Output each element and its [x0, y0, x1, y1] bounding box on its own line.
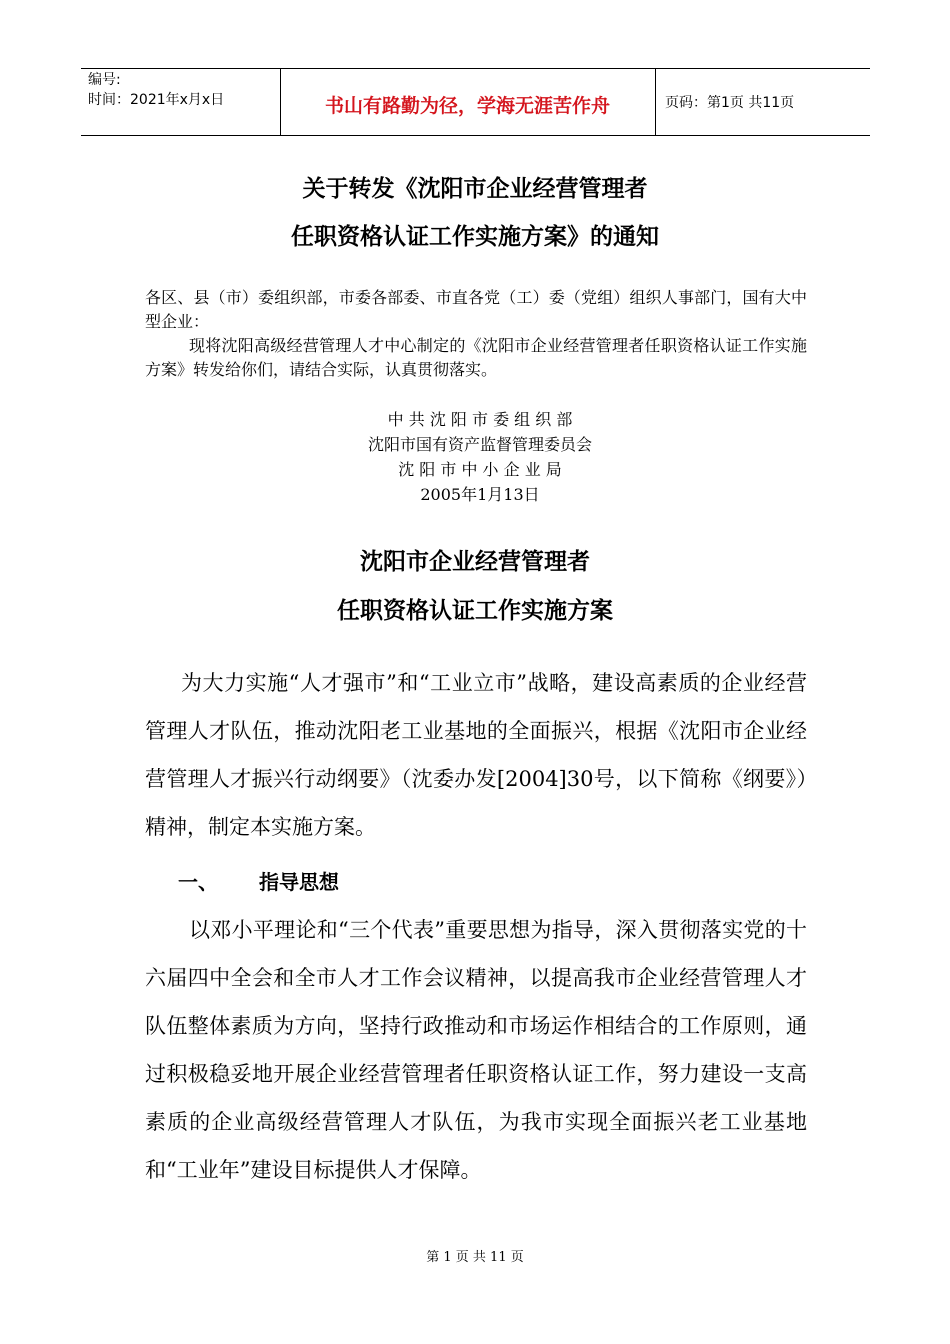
notice-date: 2005年1月13日 [420, 485, 540, 504]
plan-title-line1: 沈阳市企业经营管理者 [360, 549, 590, 575]
notice-title-line2: 任职资格认证工作实施方案》的通知 [291, 224, 659, 250]
header-page-info: 页码：第1页 共11页 [665, 95, 795, 111]
notice-recipients: 各区、县（市）委组织部，市委各部委、市直各党（工）委（党组）组织人事部门，国有大中型企业： [145, 288, 807, 331]
section1-body: 以邓小平理论和“三个代表”重要思想为指导，深入贯彻落实党的十六届四中全会和全市人才工作会议精神，以提高我市企业经营管理人才队伍整体素质为方向，坚持行政推动和市场运作相结合的工作原则，通过积极稳妥地开展企业经营管理者任职资格认证工作，努力建设一支高素质的企业高级经营管理人才队伍，为我市实现全面振兴老工业基地和“工业年”建设目标提供人才保障。 [145, 918, 807, 1182]
signature-org2: 沈阳市国有资产监督管理委员会 [367, 435, 592, 454]
section1-number: 一、 [178, 870, 218, 894]
section1-title: 指导思想 [258, 870, 339, 894]
signature-org3: 沈 阳 市 中 小 企 业 局 [398, 460, 562, 479]
page-footer: 第 1 页 共 11 页 [426, 1250, 524, 1265]
header-motto: 书山有路勤为径，学海无涯苦作舟 [324, 95, 610, 117]
notice-body: 现将沈阳高级经营管理人才中心制定的《沈阳市企业经营管理者任职资格认证工作实施方案》转发给你们，请结合实际，认真贯彻落实。 [145, 336, 807, 379]
header-divider-right [655, 68, 656, 136]
header-serial: 编号: [88, 72, 121, 88]
plan-intro: 为大力实施“人才强市”和“工业立市”战略，建设高素质的企业经营管理人才队伍，推动沈阳老工业基地的全面振兴，根据《沈阳市企业经营管理人才振兴行动纲要》（沈委办发[2004]30号，以下简称《纲要》）精神，制定本实施方案。 [145, 671, 807, 839]
plan-title-line2: 任职资格认证工作实施方案 [337, 598, 613, 624]
notice-title-line1: 关于转发《沈阳市企业经营管理者 [302, 176, 648, 202]
header-bottom-border [81, 135, 870, 136]
section1-heading [178, 866, 339, 895]
signature-org1: 中 共 沈 阳 市 委 组 织 部 [387, 410, 573, 429]
header-top-border [81, 68, 870, 69]
header-time: 时间：2021年x月x日 [88, 92, 225, 108]
